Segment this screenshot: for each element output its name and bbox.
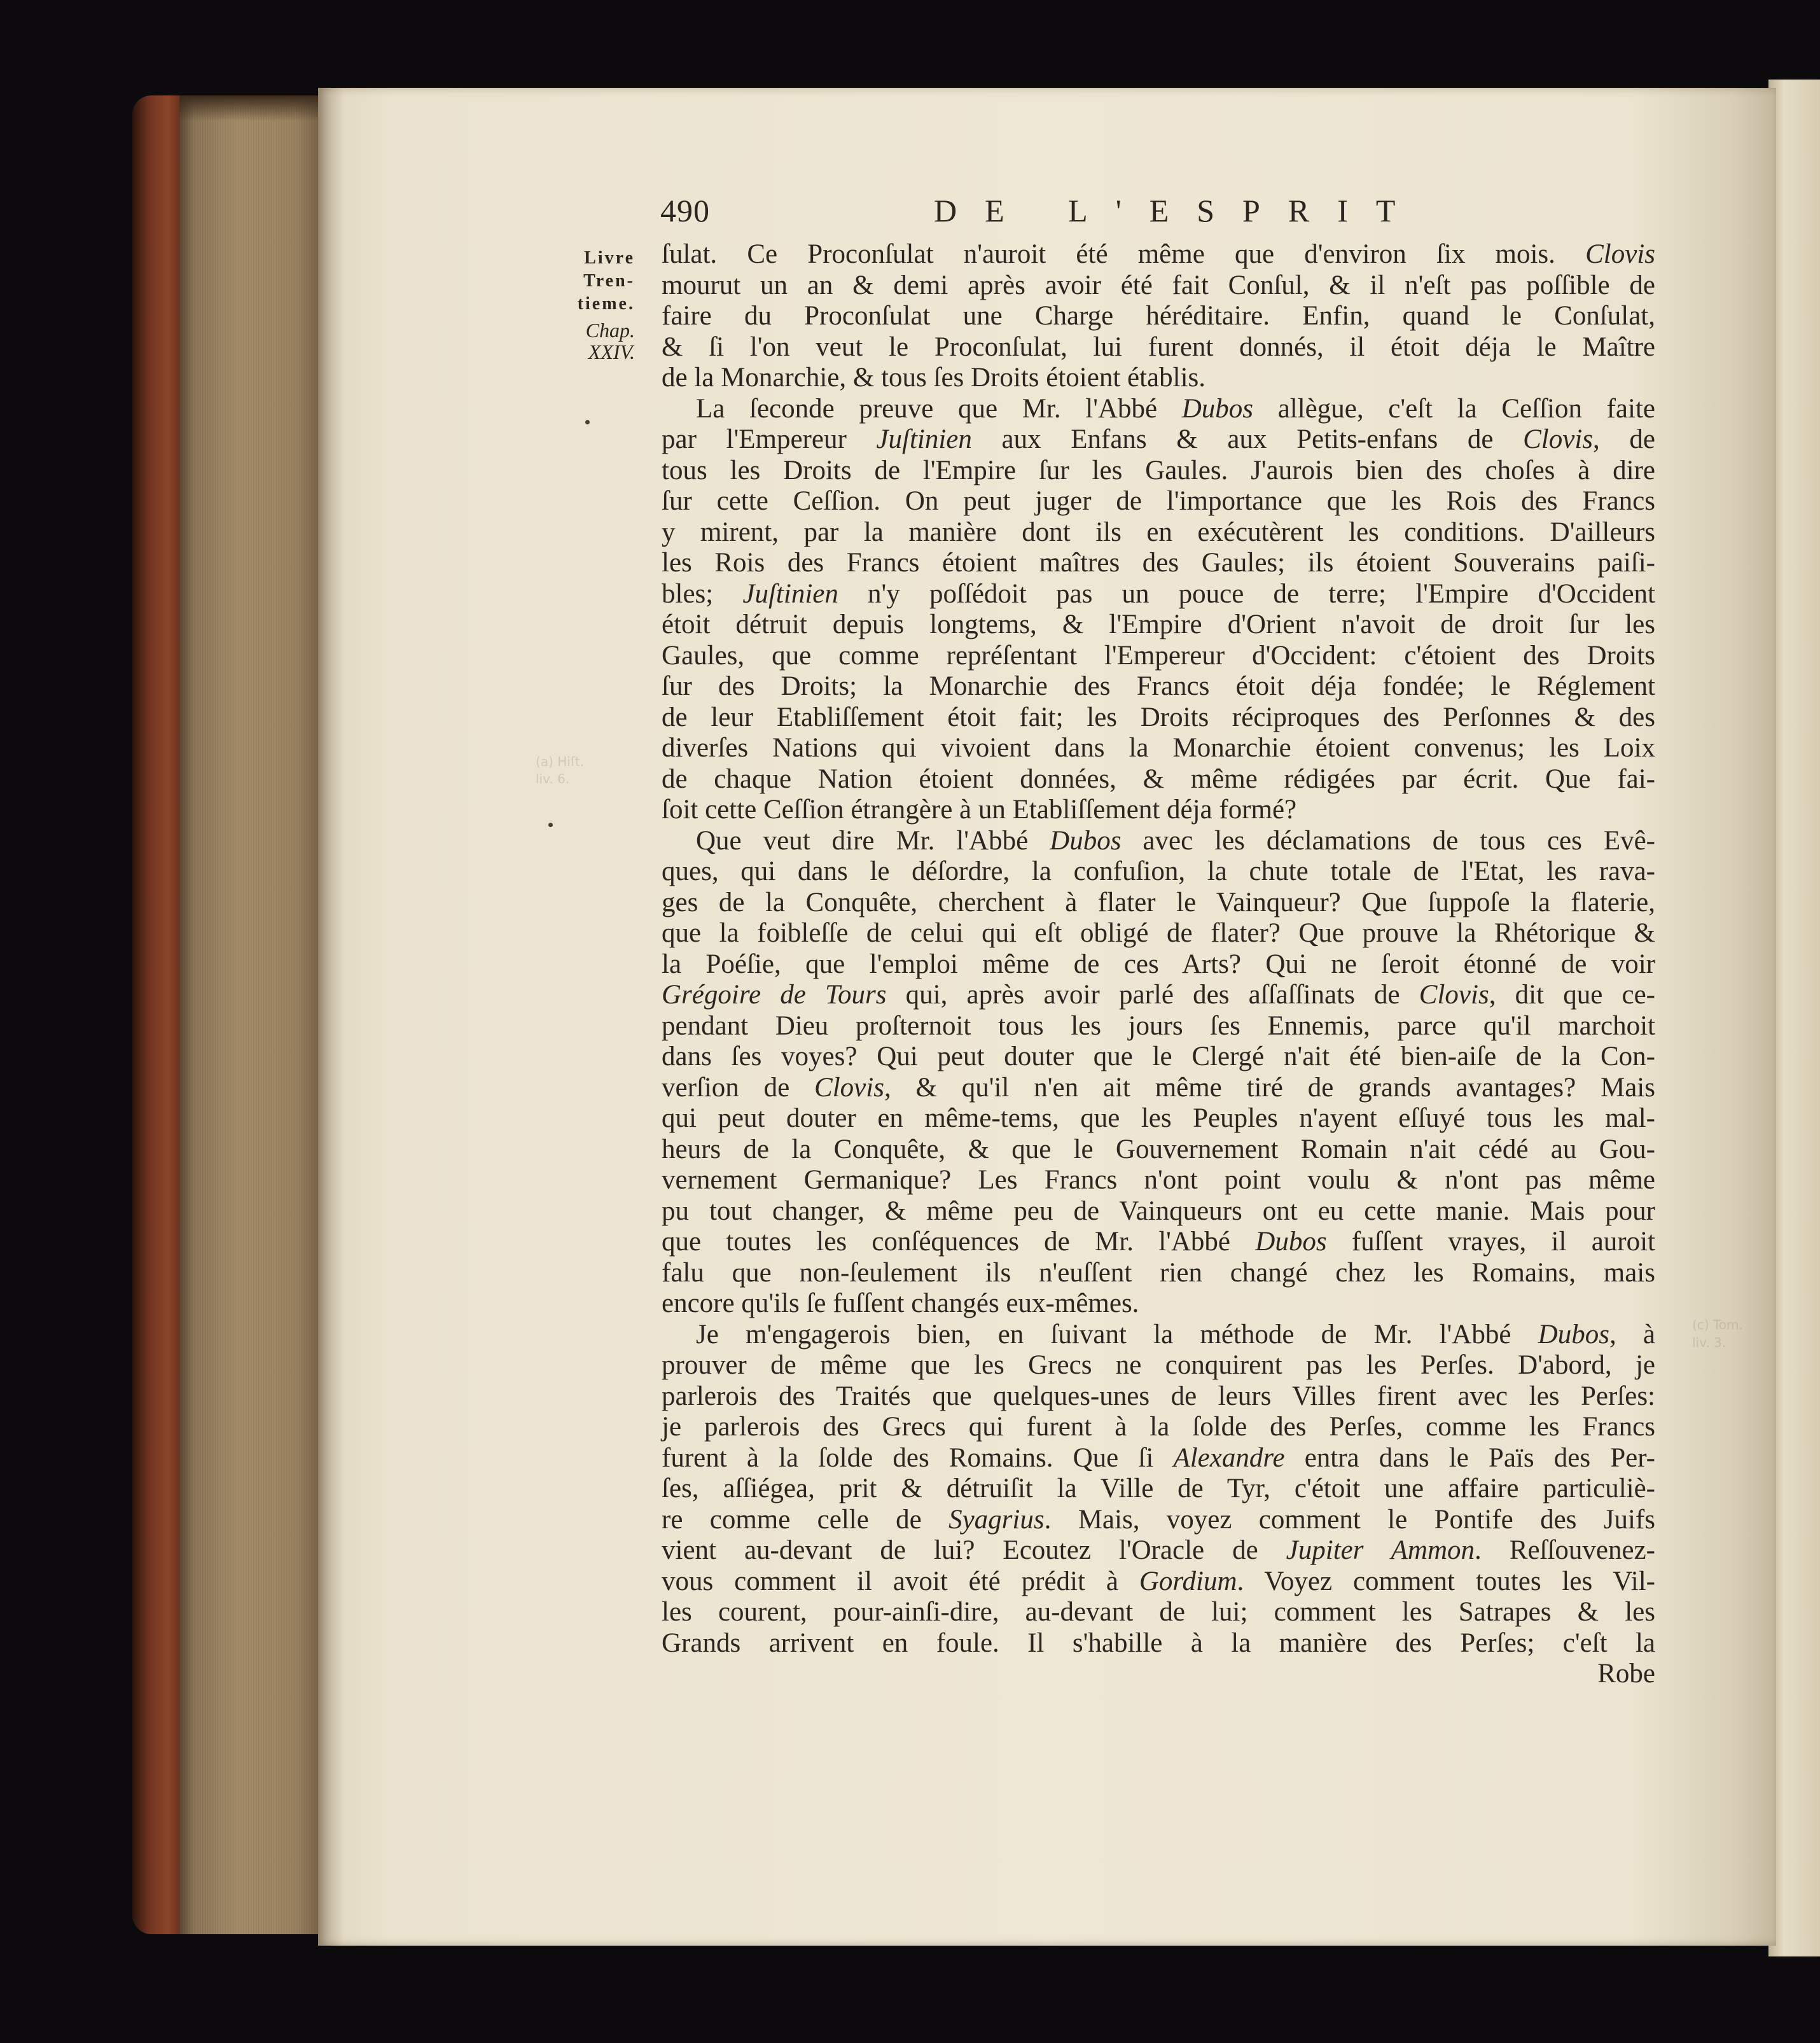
text-segment: diverſes Nations qui vivoient dans la Monarchie étoient convenus; les Loix <box>662 733 1655 763</box>
italic-name: Jupiter Ammon <box>1286 1535 1475 1565</box>
margin-book-line-2: Tren- <box>583 271 635 291</box>
margin-note <box>533 247 635 363</box>
text-segment: , dit que ce- <box>1489 980 1655 1010</box>
text-segment: encore qu'ils ſe fuſſent changés eux-mêmes. <box>662 1288 1139 1318</box>
text-line <box>662 301 1655 332</box>
text-segment: ques, qui dans le déſordre, la confuſion, la chute totale de l'Etat, les rava- <box>662 856 1655 886</box>
text-line <box>662 888 1655 919</box>
text-line <box>662 270 1655 302</box>
text-line <box>662 918 1655 949</box>
text-segment: qui peut douter en même-tems, que les Peuples n'ayent eſſuyé tous les mal- <box>662 1103 1655 1133</box>
text-segment: re comme celle de <box>662 1504 949 1535</box>
text-line <box>662 795 1655 826</box>
text-line <box>662 1134 1655 1166</box>
text-line <box>662 1659 1655 1690</box>
text-segment: . Mais, voyez comment le Pontife des Juifs <box>1044 1504 1655 1535</box>
text-segment: Gaules, que comme repréſentant l'Empereur d'Occident: c'étoient des Droits <box>662 640 1655 671</box>
text-segment: je parlerois des Grecs qui furent à la ſolde des Perſes, comme les Francs <box>662 1412 1655 1442</box>
text-segment: y mirent, par la manière dont ils en exécutèrent les conditions. D'ailleurs <box>662 517 1655 547</box>
text-line <box>662 424 1655 456</box>
italic-name: Juſtinien <box>876 424 972 454</box>
text-segment: & ſi l'on veut le Proconſulat, lui furent donnés, il étoit déja le Maître <box>662 331 1655 362</box>
text-segment: , à <box>1609 1319 1655 1349</box>
text-line <box>662 363 1655 394</box>
text-line <box>662 548 1655 579</box>
facing-page-edge <box>1768 80 1820 1956</box>
text-line <box>662 671 1655 702</box>
text-line <box>662 1350 1655 1381</box>
text-line <box>662 1412 1655 1443</box>
text-segment: faire du Proconſulat une Charge héréditaire. Enfin, quand le Conſulat, <box>662 301 1655 331</box>
text-line <box>662 980 1655 1011</box>
text-line <box>662 826 1655 857</box>
text-line <box>662 1103 1655 1134</box>
text-segment: étoit détruit depuis longtems, & l'Empire d'Orient n'avoit de droit ſur les <box>662 610 1655 639</box>
text-line <box>662 1073 1655 1104</box>
text-segment: de leur Etabliſſement étoit fait; les Droits réciproques des Perſonnes & des <box>662 702 1655 732</box>
margin-dot-1 <box>585 420 590 424</box>
text-line <box>662 1597 1655 1628</box>
text-line <box>662 1258 1655 1289</box>
text-line <box>662 641 1655 672</box>
text-line <box>662 856 1655 888</box>
text-segment: dans ſes voyes? Qui peut douter que le Clergé n'ait été bien-aiſe de la Con- <box>662 1042 1655 1071</box>
text-segment: tous les Droits de l'Empire ſur les Gaules. J'aurois bien des choſes à dire <box>662 455 1655 485</box>
text-segment: la Poéſie, que l'emploi même de ces Arts? Qui ne ſeroit étonné de voir <box>662 949 1655 979</box>
italic-name: Clovis <box>1585 239 1655 269</box>
text-segment: les Rois des Francs étoient maîtres des Gaules; ils étoient Souverains paiſi- <box>662 548 1655 578</box>
italic-name: Clovis <box>814 1072 884 1103</box>
margin-chapter-number: XXIV. <box>588 340 635 363</box>
body-text <box>662 239 1655 1690</box>
text-line <box>662 1381 1655 1412</box>
text-line <box>662 764 1655 795</box>
text-segment: parlerois des Traités que quelques-unes de leurs Villes firent avec les Perſes: <box>662 1381 1655 1411</box>
text-segment: ſur cette Ceſſion. On peut juger de l'importance que les Rois des Francs <box>662 486 1655 516</box>
text-segment: les courent, pour-ainſi-dire, au-devant de lui; comment les Satrapes & les <box>662 1597 1655 1627</box>
margin-book-line-3: tieme. <box>577 294 635 314</box>
text-segment: Robe <box>1597 1659 1655 1689</box>
text-segment: vient au-devant de lui? Ecoutez l'Oracle de <box>662 1535 1286 1565</box>
italic-name: Syagrius <box>948 1504 1045 1535</box>
text-segment: ges de la Conquête, cherchent à flater le Vainqueur? Que ſuppoſe la flaterie, <box>662 887 1655 917</box>
text-segment: Grands arrivent en foule. Il s'habille à la manière des Perſes; c'eſt la <box>662 1628 1655 1658</box>
text-line <box>662 456 1655 487</box>
text-segment: verſion de <box>662 1072 815 1103</box>
text-segment: aux Enfans & aux Petits-enfans de <box>971 424 1524 454</box>
text-segment: heurs de la Conquête, & que le Gouvernement Romain n'ait cédé au Gou- <box>662 1134 1655 1164</box>
text-segment: Que veut dire Mr. l'Abbé <box>696 825 1050 856</box>
text-line <box>662 1042 1655 1073</box>
page-number: 490 <box>660 193 710 228</box>
text-segment: de la Monarchie, & tous ſes Droits étoient établis. <box>662 363 1206 393</box>
text-line <box>662 1474 1655 1505</box>
italic-name: Gordium <box>1139 1566 1237 1596</box>
italic-name: Dubos <box>1181 393 1254 424</box>
text-line <box>662 579 1655 610</box>
text-line <box>662 332 1655 363</box>
text-segment: prouver de même que les Grecs ne conquirent pas les Perſes. D'abord, je <box>662 1350 1655 1380</box>
text-segment: que toutes les conſéquences de Mr. l'Abbé <box>662 1227 1256 1257</box>
text-segment: bles; <box>662 578 743 609</box>
margin-dot-2 <box>548 823 553 827</box>
text-segment: ſur des Droits; la Monarchie des Francs étoit déja fondée; le Réglement <box>662 671 1655 701</box>
show-through-right-2: liv. 3. <box>1692 1335 1726 1350</box>
italic-name: Grégoire de Tours <box>662 980 887 1010</box>
text-segment: n'y poſſédoit pas un pouce de terre; l'Empire d'Occident <box>838 578 1656 609</box>
gutter-shadow <box>318 88 344 1946</box>
text-segment: La ſeconde preuve que Mr. l'Abbé <box>696 393 1182 424</box>
italic-name: Dubos <box>1538 1319 1609 1349</box>
text-line <box>662 239 1655 270</box>
text-segment: mourut un an & demi après avoir été fait Conſul, & il n'eſt pas poſſible de <box>662 270 1655 300</box>
show-through-right-1: (c) Tom. <box>1692 1317 1743 1332</box>
text-segment: Je m'engagerois bien, en ſuivant la méthode de Mr. l'Abbé <box>696 1319 1538 1349</box>
show-through-left-1: (a) Hiſt. <box>536 754 585 769</box>
text-segment: furent à la ſolde des Romains. Que ſi <box>662 1442 1174 1473</box>
text-segment: avec les déclamations de tous ces Evê- <box>1121 825 1655 856</box>
italic-name: Dubos <box>1050 825 1122 856</box>
text-segment: fuſſent vrayes, il auroit <box>1326 1227 1655 1257</box>
text-segment: que la foibleſſe de celui qui eſt obligé de flater? Que prouve la Rhétorique & <box>662 918 1655 948</box>
running-title: DE L'ESPRIT <box>934 193 1424 228</box>
text-segment: pu tout changer, & même peu de Vainqueurs ont eu cette manie. Mais pour <box>662 1196 1655 1226</box>
text-segment: vous comment il avoit été prédit à <box>662 1566 1139 1596</box>
text-segment: ſoit cette Ceſſion étrangère à un Etabliſſement déja formé? <box>662 795 1297 825</box>
text-line <box>662 733 1655 764</box>
text-segment: qui, après avoir parlé des aſſaſſinats de <box>886 980 1419 1010</box>
text-segment: , de <box>1593 424 1655 454</box>
text-line <box>662 610 1655 641</box>
page-edges-shadow <box>179 95 326 121</box>
text-line <box>662 1505 1655 1536</box>
text-segment: , & qu'il n'en ait même tiré de grands avantages? Mais <box>884 1072 1655 1103</box>
text-segment: . Voyez comment toutes les Vil- <box>1237 1566 1655 1596</box>
text-segment: pendant Dieu proſternoit tous les jours ſes Ennemis, parce qu'il marchoit <box>662 1010 1655 1041</box>
italic-name: Clovis <box>1523 424 1594 454</box>
text-line <box>662 1566 1655 1598</box>
page-edges <box>179 95 326 1934</box>
text-segment: par l'Empereur <box>662 424 877 454</box>
text-segment: . Reſſouvenez- <box>1475 1535 1655 1565</box>
text-line <box>662 702 1655 734</box>
text-line <box>662 486 1655 517</box>
text-segment: entra dans le Païs des Per- <box>1284 1442 1655 1473</box>
text-line <box>662 1011 1655 1042</box>
text-line <box>662 1196 1655 1227</box>
text-line <box>662 1320 1655 1351</box>
italic-name: Juſtinien <box>742 578 838 609</box>
text-segment: ſulat. Ce Proconſulat n'auroit été même que d'environ ſix mois. <box>662 239 1586 269</box>
text-line <box>662 394 1655 425</box>
text-line <box>662 1535 1655 1566</box>
text-segment: allègue, c'eſt la Ceſſion faite <box>1253 393 1655 424</box>
italic-name: Dubos <box>1255 1227 1327 1257</box>
text-line <box>662 1443 1655 1474</box>
text-line <box>662 1227 1655 1258</box>
text-segment: ſes, aſſiégea, prit & détruiſit la Ville de Tyr, c'étoit une affaire particuliè- <box>662 1474 1655 1503</box>
text-line <box>662 1165 1655 1196</box>
text-line <box>662 517 1655 548</box>
italic-name: Clovis <box>1419 980 1489 1010</box>
text-line <box>662 949 1655 980</box>
text-segment: vernement Germanique? Les Francs n'ont point voulu & n'ont pas même <box>662 1165 1655 1195</box>
italic-name: Alexandre <box>1173 1442 1285 1473</box>
show-through-left-2: liv. 6. <box>536 771 570 786</box>
text-segment: de chaque Nation étoient données, & même rédigées par écrit. Que fai- <box>662 764 1655 794</box>
text-line <box>662 1288 1655 1320</box>
text-segment: falu que non-ſeulement ils n'euſſent rien changé chez les Romains, mais <box>662 1257 1655 1288</box>
margin-book-line-1: Livre <box>584 248 635 268</box>
text-line <box>662 1628 1655 1659</box>
margin-chapter-label: Chap. <box>585 319 635 342</box>
